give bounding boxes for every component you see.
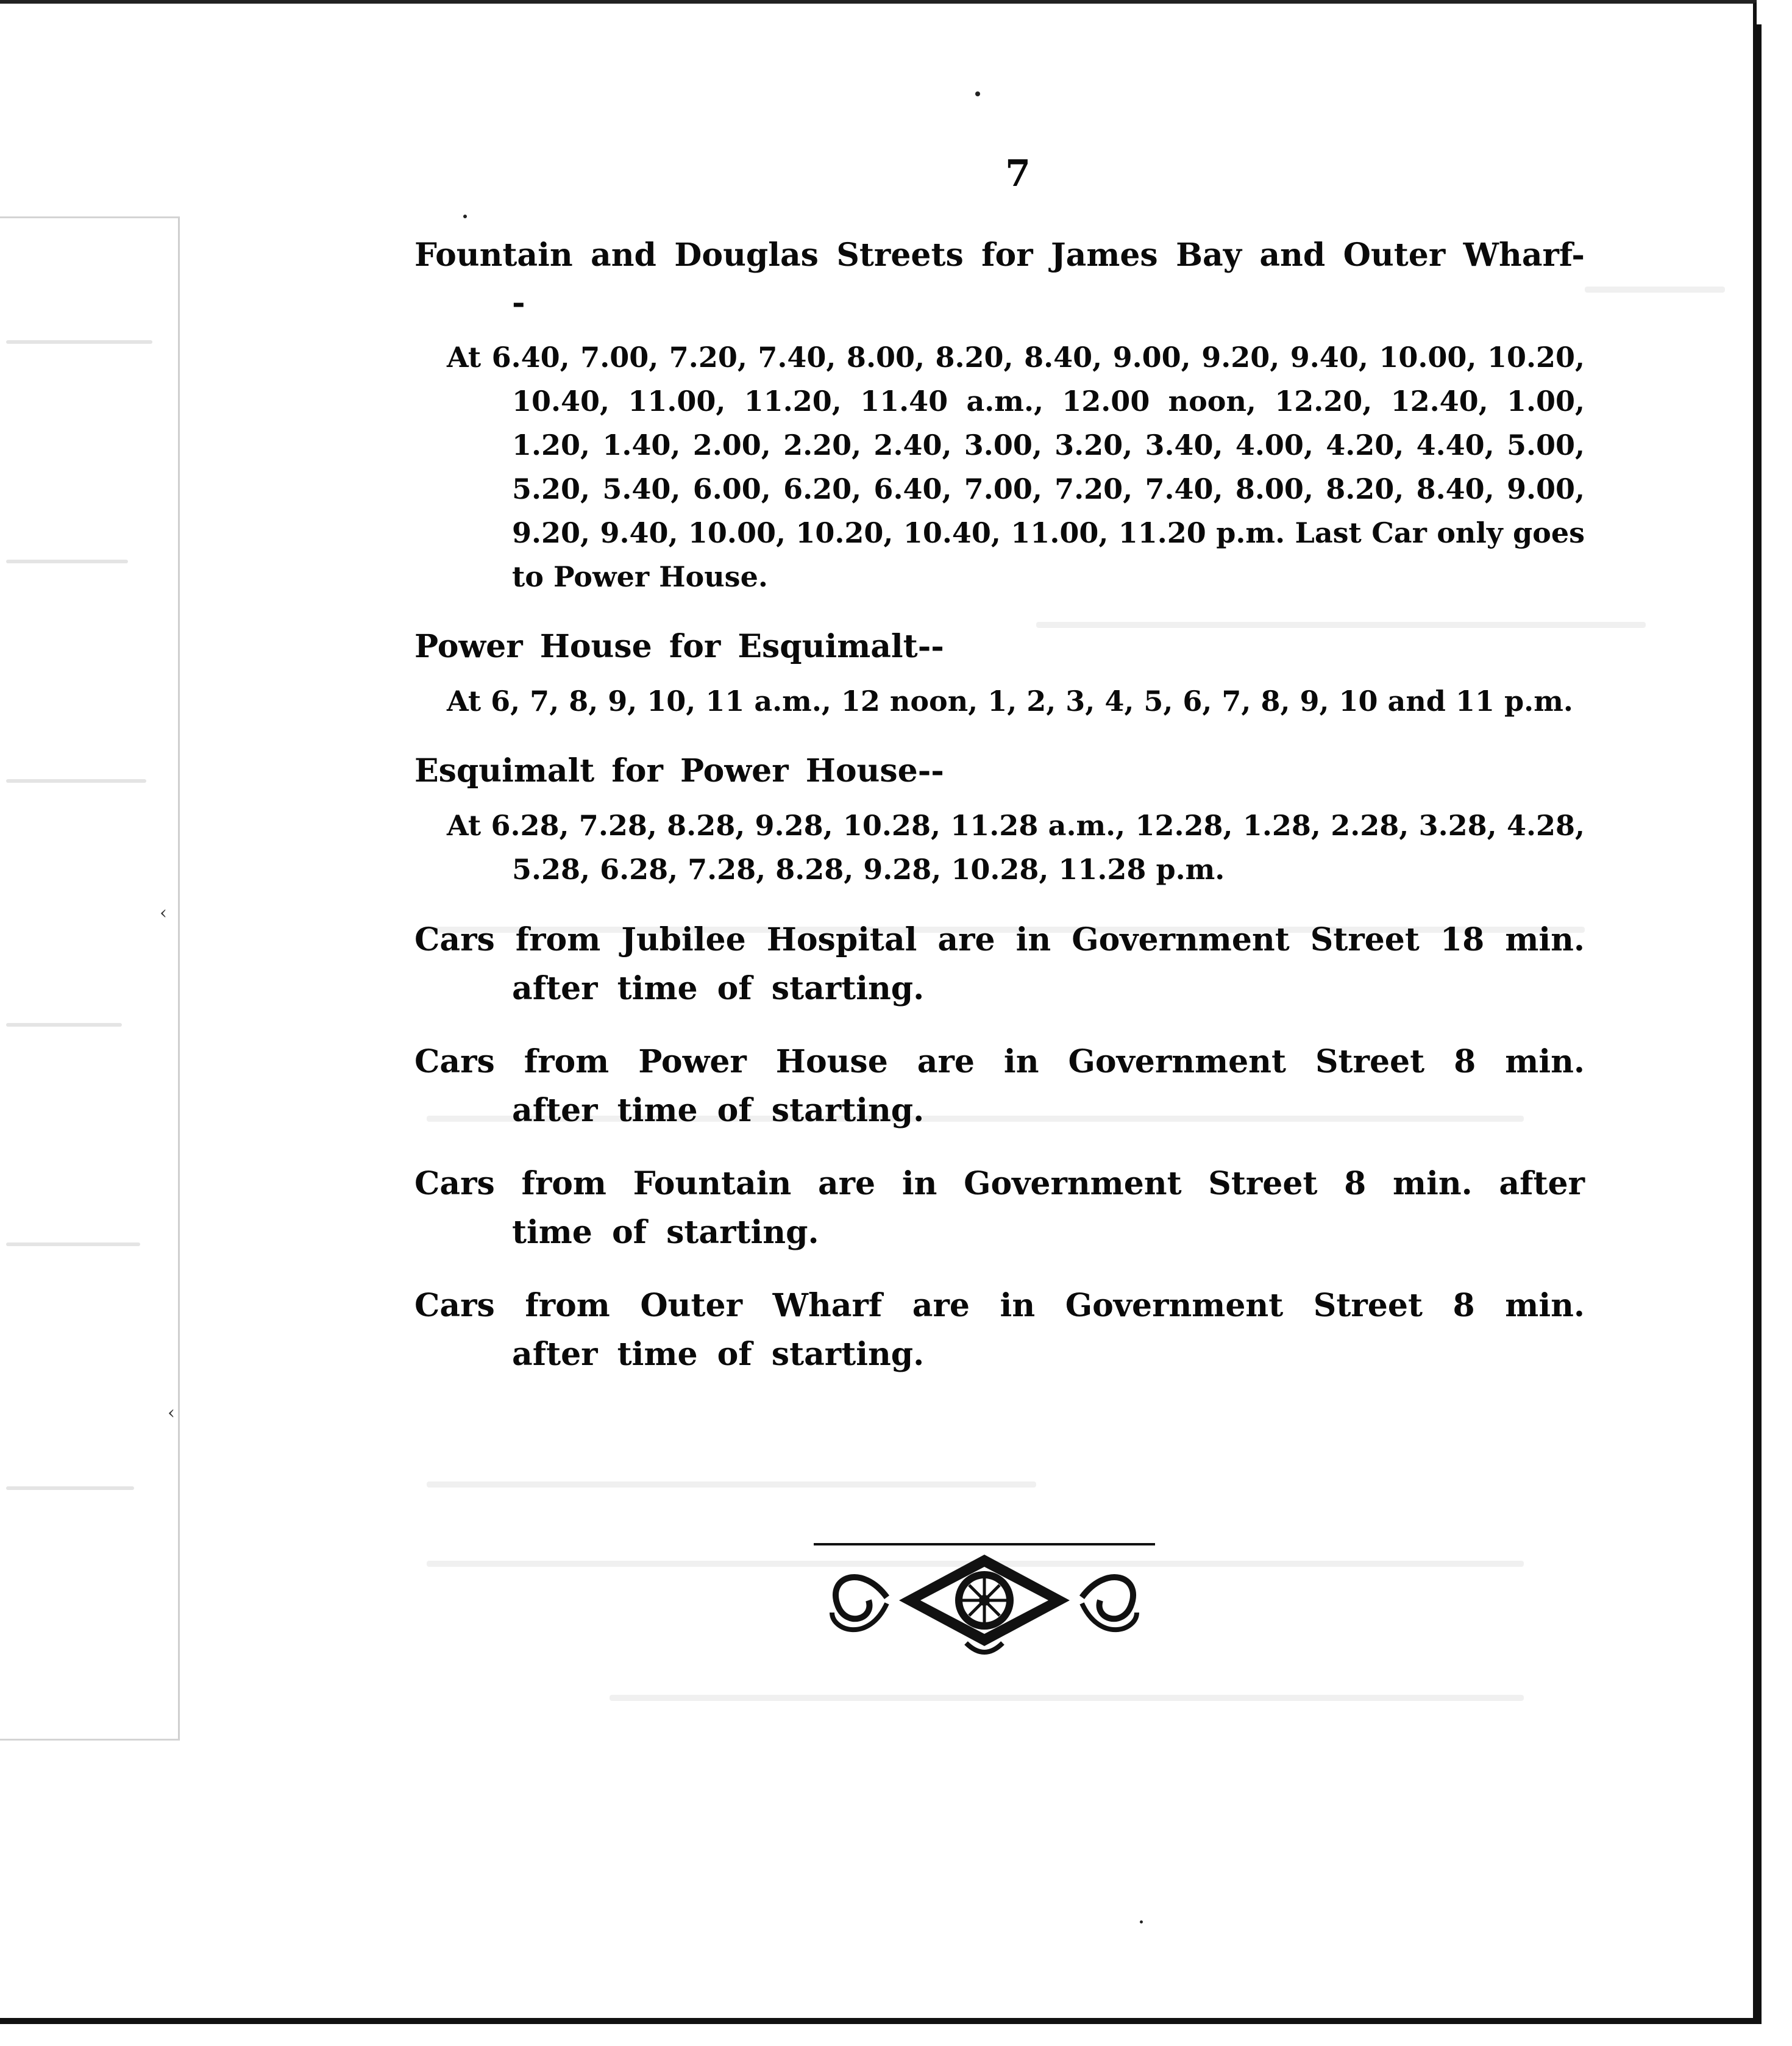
notice-fountain: Cars from Fountain are in Government Street 8 min. after time of starting. — [414, 1165, 1585, 1251]
route-times-esquimalt-power-house: At 6.28, 7.28, 8.28, 9.28, 10.28, 11.28 a.m., 12.28, 1.28, 2.28, 3.28, 4.28, 5.28, 6.28, 7.28, 8.28, 9.28, 10.28, 11.28 p.m. — [447, 809, 1585, 886]
ink-speck — [975, 91, 980, 96]
route-title-esquimalt-power-house: Esquimalt for Power House-- — [414, 752, 944, 790]
bleed-line — [6, 1023, 122, 1027]
bleed-line — [6, 340, 152, 344]
floral-rosette-ornament-icon — [814, 1539, 1155, 1661]
route-times-power-house-esquimalt: At 6, 7, 8, 9, 10, 11 a.m., 12 noon, 1, 2, 3, 4, 5, 6, 7, 8, 9, 10 and 11 p.m. — [447, 685, 1573, 718]
margin-mark: ‹ — [168, 1402, 175, 1424]
timetable-content — [414, 152, 1585, 1379]
ink-speck — [1140, 1920, 1143, 1923]
bleed-line — [6, 779, 146, 783]
route-title-power-house-esquimalt: Power House for Esquimalt-- — [414, 628, 944, 665]
notice-power-house: Cars from Power House are in Government Street 8 min. after time of starting. — [414, 1043, 1585, 1129]
bleed-through-text — [1585, 287, 1725, 293]
route-times-james-bay: At 6.40, 7.00, 7.20, 7.40, 8.00, 8.20, 8.40, 9.00, 9.20, 9.40, 10.00, 10.20, 10.40, 11.00, 11.20, 11.40 a.m., 12.00 noon, 12.20, 12.40, 1.00, 1.20, 1.40, 2.00, 2.20, 2.40, 3.00, 3.20, 3.40, 4.00, 4.20, 4.40, 5.00, 5.20, 5.40, 6.00, 6.20, 6.40, 7.00, 7.20, 7.40, 8.00, 8.20, 8.40, 9.00, 9.20, 9.40, 10.00, 10.20, 10.40, 11.00, 11.20 p.m. Last Car only goes to Power House. — [447, 341, 1585, 593]
bleed-through-text — [427, 1481, 1036, 1488]
bleed-through-panel — [0, 216, 180, 1741]
notice-outer-wharf: Cars from Outer Wharf are in Government Street 8 min. after time of starting. — [414, 1287, 1585, 1373]
route-title-james-bay: Fountain and Douglas Streets for James Bay and Outer Wharf-- — [414, 237, 1585, 321]
bleed-through-text — [610, 1695, 1524, 1701]
rosette-center — [979, 1595, 990, 1606]
margin-mark: ‹ — [160, 902, 167, 924]
bleed-line — [6, 560, 128, 563]
bleed-line — [6, 1242, 140, 1246]
bleed-line — [6, 1486, 134, 1490]
page-corner — [1757, 0, 1792, 24]
notice-jubilee-hospital: Cars from Jubilee Hospital are in Government Street 18 min. after time of starting. — [414, 921, 1585, 1007]
page-number: 7 — [1005, 152, 1031, 195]
